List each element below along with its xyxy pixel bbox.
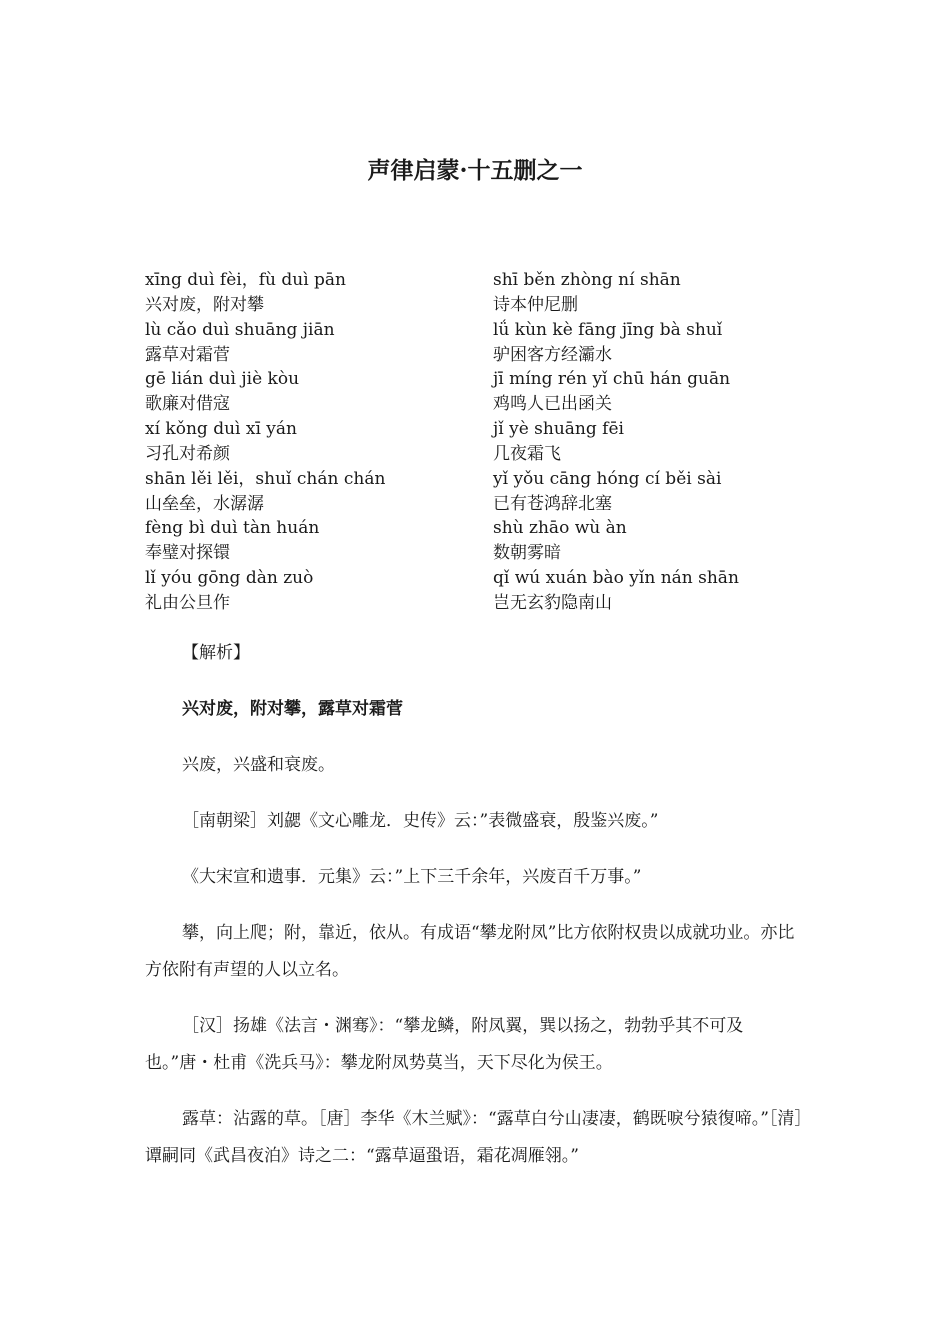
verse-line: qǐ wú xuán bào yǐn nán shān <box>493 568 739 589</box>
verse-line: 礼由公旦作 <box>145 592 230 613</box>
analysis-paragraph: 《大宋宣和遗事．元集》云：”上下三千余年，兴废百千万事。” <box>182 867 642 887</box>
verse-line: shù zhāo wù àn <box>493 518 627 539</box>
analysis-label: 【解析】 <box>182 643 250 663</box>
verse-line: 歌廉对借寇 <box>145 394 230 415</box>
verse-line: xīng duì fèi，fù duì pān <box>145 270 347 290</box>
verse-line: lù cǎo duì shuāng jiān <box>145 319 335 340</box>
verse-line: 岂无玄豹隐南山 <box>493 592 612 613</box>
analysis-paragraph: 露草：沾露的草。［唐］李华《木兰赋》：“露草白兮山凄凄，鹤既唳兮猿復啼。”［清］谭嗣同《武昌夜泊》诗之二：“露草逼蛩语，霜花凋雁翎。” <box>145 1109 803 1166</box>
verse-line: 兴对废，附对攀 <box>145 294 264 315</box>
verse-line: lǐ yóu gōng dàn zuò <box>145 568 314 589</box>
verse-column-left <box>145 268 475 616</box>
analysis-section <box>145 635 805 1194</box>
analysis-paragraph: ［汉］扬雄《法言・渊骞》：“攀龙鳞，附凤翼，巽以扬之，勃勃乎其不可及也。”唐・杜甫《洗兵马》：攀龙附凤势莫当，天下尽化为侯王。 <box>145 1016 744 1073</box>
verse-line: 山垒垒，水潺潺 <box>145 493 264 514</box>
verse-line: 数朝雾暗 <box>493 543 561 564</box>
analysis-paragraph: 兴废，兴盛和衰废。 <box>182 755 335 775</box>
verse-line: jī míng rén yǐ chū hán guān <box>493 369 731 390</box>
analysis-paragraph: 攀，向上爬；附，靠近，依从。有成语“攀龙附凤”比方依附权贵以成就功业。亦比方依附有声望的人以立名。 <box>145 923 795 980</box>
verse-column-right <box>493 268 823 616</box>
verse-line: fèng bì duì tàn huán <box>145 518 320 539</box>
verse-line: 诗本仲尼删 <box>493 294 578 315</box>
verse-line: jǐ yè shuāng fēi <box>493 419 624 440</box>
analysis-heading: 兴对废，附对攀，露草对霜菅 <box>182 699 403 719</box>
verse-line: 奉璧对探镮 <box>145 543 230 564</box>
verse-line: yǐ yǒu cāng hóng cí běi sài <box>493 468 722 489</box>
verse-line: shī běn zhòng ní shān <box>493 270 681 290</box>
verse-line: 几夜霜飞 <box>493 443 561 464</box>
page-title: 声律启蒙·十五删之一 <box>367 157 583 184</box>
verse-line: 露草对霜菅 <box>145 344 230 365</box>
analysis-paragraph: ［南朝梁］刘勰《文心雕龙．史传》云：”表微盛衰，殷鉴兴废。” <box>182 811 659 831</box>
verse-line: xí kǒng duì xī yán <box>145 419 297 440</box>
verse-line: 习孔对希颜 <box>145 443 230 464</box>
verse-line: 鸡鸣人已出函关 <box>493 394 612 415</box>
verse-line: 已有苍鸿辞北塞 <box>493 493 612 514</box>
verse-line: 驴困客方经灞水 <box>493 344 612 365</box>
verse-line: lǘ kùn kè fāng jīng bà shuǐ <box>493 319 723 340</box>
verse-line: gē lián duì jiè kòu <box>145 369 300 390</box>
verse-line: shān lěi lěi，shuǐ chán chán <box>145 468 386 489</box>
